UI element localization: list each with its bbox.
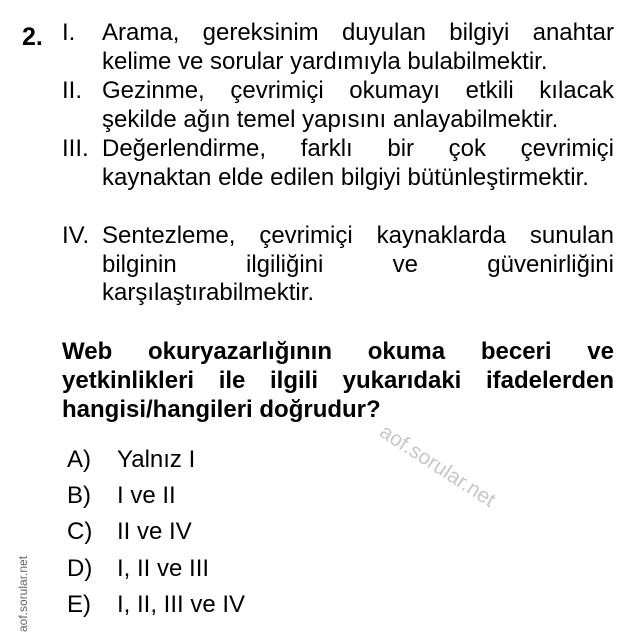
watermark-side: aof.sorular.net bbox=[16, 555, 30, 632]
question-prompt: Web okuryazarlığının okuma beceri ve yetkinlikleri ile ilgili yukarıdaki ifadelerden hangisi/hangileri doğrudur? bbox=[62, 338, 614, 423]
statement-3 bbox=[62, 135, 614, 192]
statement-1 bbox=[62, 19, 614, 76]
option-c[interactable] bbox=[67, 517, 192, 547]
option-text: I, II, III ve IV bbox=[117, 591, 246, 618]
option-letter: E) bbox=[67, 591, 91, 618]
option-text: II ve IV bbox=[117, 518, 192, 545]
statement-4 bbox=[62, 222, 614, 308]
option-letter: B) bbox=[67, 482, 91, 509]
statement-text: Gezinme, çevrimiçi okumayı etkili kılacak şekilde ağın temel yapısını anlayabilmektir. bbox=[102, 77, 614, 133]
option-letter: D) bbox=[67, 555, 93, 582]
option-text: Yalnız I bbox=[117, 446, 196, 473]
statement-roman: II. bbox=[62, 77, 83, 104]
option-d[interactable] bbox=[67, 554, 209, 584]
option-e[interactable] bbox=[67, 590, 245, 620]
question-number: 2. bbox=[22, 23, 43, 51]
option-letter: C) bbox=[67, 518, 93, 545]
option-text: I, II ve III bbox=[117, 555, 210, 582]
option-a[interactable] bbox=[67, 445, 195, 475]
statement-roman: I. bbox=[62, 19, 76, 46]
statement-roman: III. bbox=[62, 135, 89, 162]
statement-text: Arama, gereksinim duyulan bilgiyi anahtar kelime ve sorular yardımıyla bulabilmektir. bbox=[102, 19, 614, 75]
statement-text: Değerlendirme, farklı bir çok çevrimiçi kaynaktan elde edilen bilgiyi bütünleştirmektir. bbox=[102, 135, 614, 191]
option-b[interactable] bbox=[67, 481, 176, 511]
option-text: I ve II bbox=[117, 482, 176, 509]
statement-roman: IV. bbox=[62, 222, 90, 249]
option-letter: A) bbox=[67, 446, 91, 473]
watermark-center: aof.sorular.net bbox=[375, 420, 500, 512]
statement-text: Sentezleme, çevrimiçi kaynaklarda sunulan bilginin ilgiliğini ve güvenirliğini karşılaştırabilmektir. bbox=[102, 222, 614, 306]
statement-2 bbox=[62, 77, 614, 134]
